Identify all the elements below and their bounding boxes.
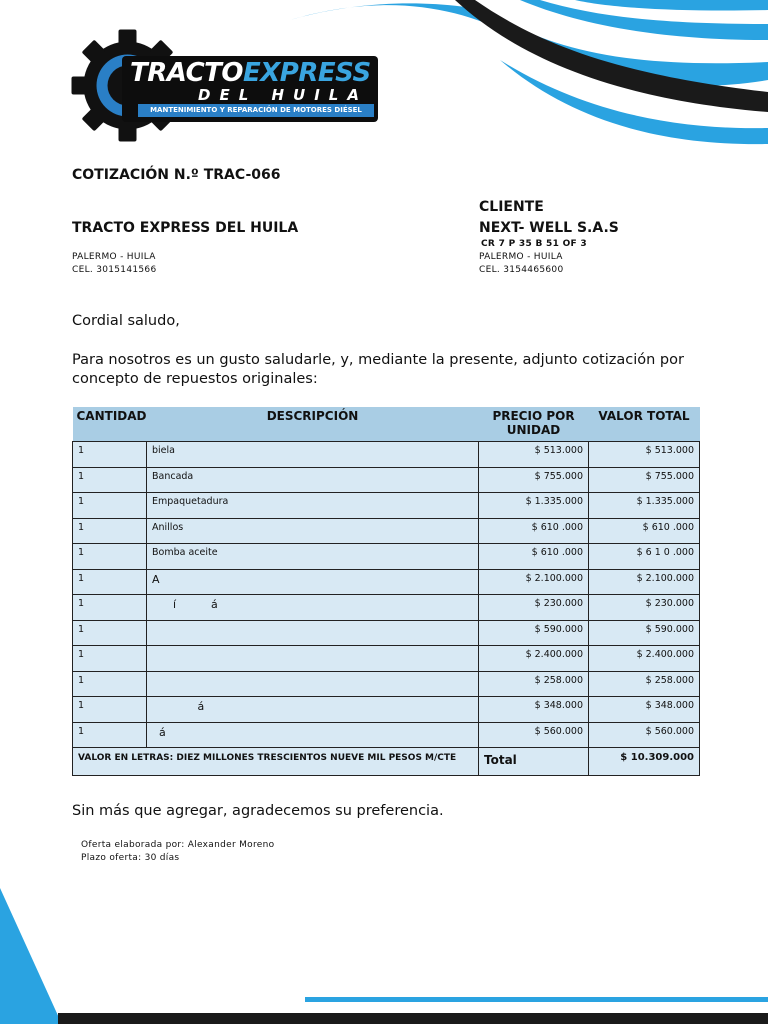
cell-total: $ 755.000 [589,467,700,493]
table-row [73,518,700,544]
cell-qty: 1 [73,467,147,493]
footer-decoration [0,870,768,1024]
client-name: NEXT- WELL S.A.S [479,220,619,236]
cell-unit-price: $ 2.100.000 [479,569,589,595]
table-row [73,569,700,595]
table-row [73,620,700,646]
cell-desc: Bancada [147,467,479,493]
table-row [73,697,700,723]
cell-total: $ 258.000 [589,671,700,697]
cell-total: $ 610 .000 [589,518,700,544]
cell-unit-price: $ 755.000 [479,467,589,493]
quote-number: COTIZACIÓN N.º TRAC-066 [72,167,281,183]
cell-unit-price: $ 513.000 [479,442,589,468]
cell-desc: Bomba aceite [147,544,479,570]
cell-desc [147,671,479,697]
cell-desc: í á [147,595,479,621]
cell-qty: 1 [73,493,147,519]
cell-unit-price: $ 258.000 [479,671,589,697]
cell-unit-price: $ 2.400.000 [479,646,589,672]
table-row [73,544,700,570]
table-header-row [73,407,700,442]
cell-qty: 1 [73,671,147,697]
cell-total: $ 2.400.000 [589,646,700,672]
prepared-by: Oferta elaborada por: Alexander Moreno [81,840,275,850]
table-row [73,671,700,697]
cell-desc: A [147,569,479,595]
cell-qty: 1 [73,544,147,570]
total-in-words: VALOR EN LETRAS: DIEZ MILLONES TRESCIENTOS NUEVE MIL PESOS M/CTE [73,748,479,776]
company-logo [70,28,380,143]
sender-phone: CEL. 3015141566 [72,265,157,275]
cell-total: $ 513.000 [589,442,700,468]
cell-unit-price: $ 610 .000 [479,544,589,570]
cell-qty: 1 [73,620,147,646]
cell-desc: biela [147,442,479,468]
table-row [73,493,700,519]
cell-unit-price: $ 230.000 [479,595,589,621]
cell-total: $ 348.000 [589,697,700,723]
cell-total: $ 6 1 0 .000 [589,544,700,570]
col-header-desc: DESCRIPCIÓN [147,407,479,442]
closing-line: Sin más que agregar, agradecemos su preferencia. [72,803,444,819]
cell-unit-price: $ 1.335.000 [479,493,589,519]
quote-table [72,407,700,776]
client-phone: CEL. 3154465600 [479,265,564,275]
sender-city: PALERMO - HUILA [72,252,156,262]
cell-qty: 1 [73,569,147,595]
cell-desc: Anillos [147,518,479,544]
cell-total: $ 230.000 [589,595,700,621]
cell-qty: 1 [73,442,147,468]
cell-desc: Empaquetadura [147,493,479,519]
cell-desc: á [147,697,479,723]
total-value: $ 10.309.000 [589,748,700,776]
cell-qty: 1 [73,595,147,621]
sender-name: TRACTO EXPRESS DEL HUILA [72,220,299,236]
col-header-unit: PRECIO POR UNIDAD [479,407,589,442]
table-row [73,442,700,468]
table-row [73,722,700,748]
table-row [73,646,700,672]
cell-total: $ 560.000 [589,722,700,748]
intro-paragraph: Para nosotros es un gusto saludarle, y, mediante la presente, adjunto cotización por concepto de repuestos originales: [72,352,684,387]
cell-desc [147,646,479,672]
logo-subwordmark: DEL HUILA [198,86,368,104]
table-row [73,595,700,621]
col-header-qty: CANTIDAD [73,407,147,442]
cell-qty: 1 [73,722,147,748]
cell-desc [147,620,479,646]
logo-wordmark: TRACTOEXPRESS [130,58,371,88]
cell-desc: á [147,722,479,748]
cell-unit-price: $ 560.000 [479,722,589,748]
greeting: Cordial saludo, [72,313,180,329]
cell-total: $ 590.000 [589,620,700,646]
cell-unit-price: $ 348.000 [479,697,589,723]
client-address: CR 7 P 35 B 51 OF 3 [481,239,587,249]
cell-qty: 1 [73,518,147,544]
table-total-row [73,748,700,776]
client-city: PALERMO - HUILA [479,252,563,262]
col-header-total: VALOR TOTAL [589,407,700,442]
offer-validity: Plazo oferta: 30 días [81,853,180,863]
logo-tagline: MANTENIMIENTO Y REPARACIÓN DE MOTORES DIÉSEL [138,104,374,117]
client-heading: CLIENTE [479,199,544,215]
cell-qty: 1 [73,697,147,723]
cell-total: $ 2.100.000 [589,569,700,595]
cell-qty: 1 [73,646,147,672]
cell-total: $ 1.335.000 [589,493,700,519]
total-label: Total [479,748,589,776]
cell-unit-price: $ 590.000 [479,620,589,646]
cell-unit-price: $ 610 .000 [479,518,589,544]
table-row [73,467,700,493]
